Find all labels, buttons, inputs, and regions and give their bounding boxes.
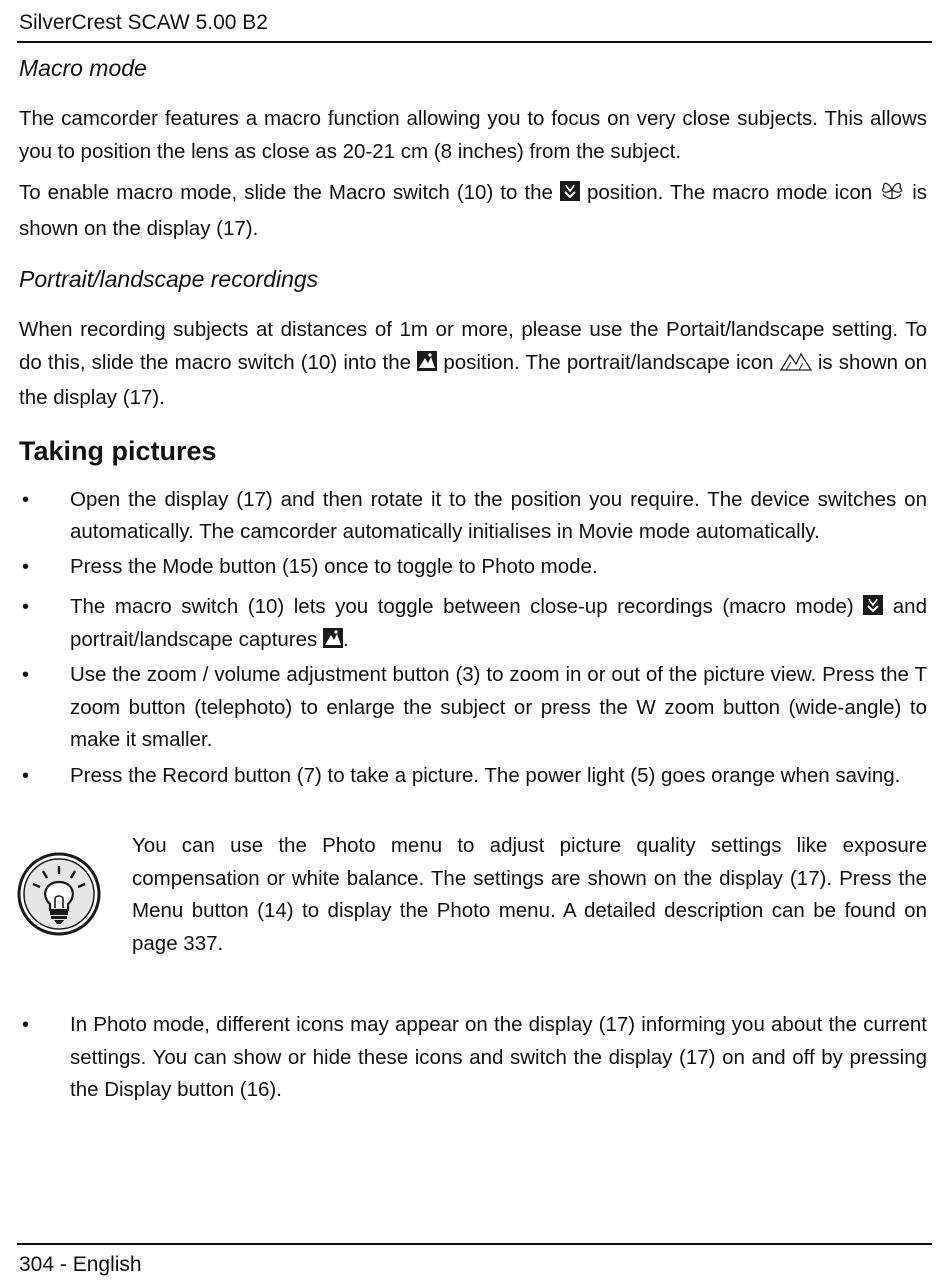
macro-p2-text-a: To enable macro mode, slide the Macro switch (10) to the bbox=[19, 181, 553, 204]
portrait-landscape-paragraph bbox=[19, 314, 927, 415]
bullet-marker: • bbox=[22, 596, 30, 618]
header-divider bbox=[17, 41, 932, 43]
list-item bbox=[19, 659, 927, 757]
lightbulb-icon bbox=[17, 852, 103, 943]
bullet-text-c: . bbox=[342, 627, 349, 651]
portrait-landscape-heading: Portrait/landscape recordings bbox=[19, 266, 319, 292]
taking-pictures-heading: Taking pictures bbox=[19, 435, 217, 466]
bullet-text: Open the display (17) and then rotate it to the position you require. The device switches on automatically. The camcorder automatically initialises in Movie mode automatically. bbox=[70, 487, 927, 543]
macro-switch-icon bbox=[863, 595, 883, 615]
taking-pictures-list bbox=[19, 484, 927, 793]
bullet-text: In Photo mode, different icons may appear on the display (17) informing you about the current settings. You can show or hide these icons and switch the display (17) on and off by pressing the Display button (16). bbox=[70, 1013, 927, 1101]
landscape-switch-icon bbox=[323, 628, 343, 648]
bullet-marker: • bbox=[22, 1014, 30, 1036]
list-item bbox=[19, 551, 927, 584]
macro-mode-heading: Macro mode bbox=[19, 55, 147, 81]
page-header: SilverCrest SCAW 5.00 B2 bbox=[19, 11, 268, 34]
macro-switch-icon bbox=[560, 181, 580, 201]
bullet-marker: • bbox=[22, 555, 30, 578]
macro-mode-paragraph-1: The camcorder features a macro function allowing you to focus on very close subjects. This allows you to position the lens as close as 20-21 cm (8 inches) from the subject. bbox=[19, 107, 927, 163]
bullet-text: Press the Mode button (15) once to toggle to Photo mode. bbox=[70, 554, 598, 578]
tip-text: You can use the Photo menu to adjust picture quality settings like exposure compensation or white balance. The settings are shown on the display (17). Press the Menu button (14) to display the Photo menu. A detailed description can be found on page 337. bbox=[132, 834, 927, 955]
portrait-text-c: is shown on the display (17). bbox=[19, 350, 928, 409]
page-number: 304 - English bbox=[19, 1253, 142, 1276]
bullet-marker: • bbox=[22, 488, 30, 511]
bullet-marker: • bbox=[22, 764, 30, 787]
tip-note bbox=[19, 830, 927, 960]
list-item bbox=[19, 760, 927, 793]
macro-p2-text-c: is shown on the display (17). bbox=[19, 181, 927, 240]
macro-mode-paragraph-2 bbox=[19, 177, 927, 245]
landscape-switch-icon bbox=[417, 351, 437, 371]
flower-icon bbox=[879, 178, 905, 213]
bullet-text-a: The macro switch (10) lets you toggle between close-up recordings (macro mode) bbox=[70, 595, 854, 618]
list-item bbox=[19, 1009, 927, 1107]
macro-p2-text-b: position. The macro mode icon bbox=[586, 181, 873, 204]
mountain-icon bbox=[780, 350, 812, 383]
list-item bbox=[19, 484, 927, 549]
bullet-text: Press the Record button (7) to take a picture. The power light (5) goes orange when saving. bbox=[70, 763, 901, 787]
bullet-text: Use the zoom / volume adjustment button (3) to zoom in or out of the picture view. Press the T zoom button (telephoto) to enlarge the subject or press the W zoom button (wide-angle) to make it smaller. bbox=[70, 663, 927, 751]
portrait-text-a: When recording subjects at distances of 1m or more, please use the Portait/landscape setting. To do this, slide the macro switch (10) into the bbox=[19, 318, 927, 374]
portrait-text-b: position. The portrait/landscape icon bbox=[443, 350, 774, 374]
list-item bbox=[19, 591, 927, 656]
bullet-marker: • bbox=[22, 664, 30, 686]
photo-mode-list bbox=[19, 1009, 927, 1107]
page-content bbox=[19, 52, 927, 1107]
footer-divider bbox=[17, 1243, 932, 1245]
bullet-text-b: and portrait/landscape captures bbox=[70, 595, 927, 651]
